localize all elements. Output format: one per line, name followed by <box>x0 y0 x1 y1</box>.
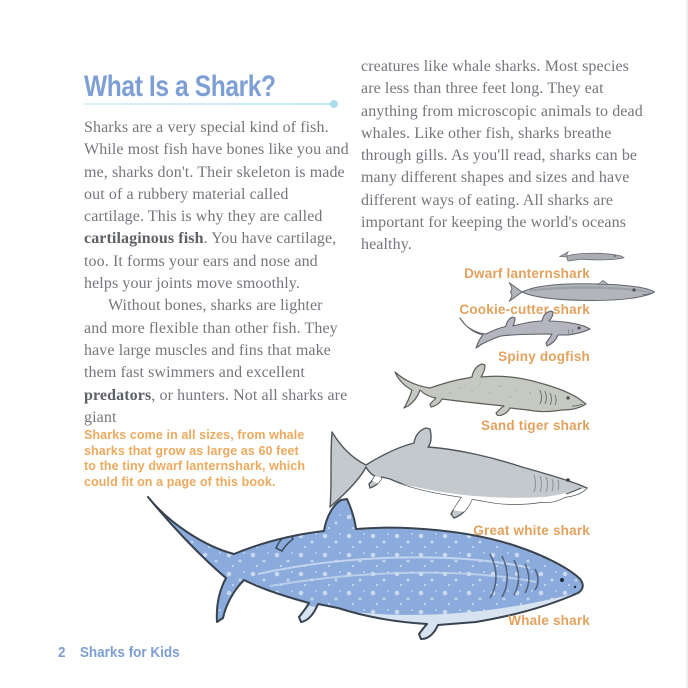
great-white-shark-label: Great white shark <box>473 523 590 538</box>
sand-tiger-shark-label: Sand tiger shark <box>481 418 590 433</box>
book-title: Sharks for Kids <box>79 644 180 661</box>
left-text-column <box>84 117 350 429</box>
dwarf-lanternshark-illustration <box>558 250 628 263</box>
paragraph-2-text: Without bones, sharks are lighter and more flexible than other fish. They have large muscles and fins that make them fast swimmers and excellent <box>84 297 338 382</box>
title-divider-line <box>84 103 330 105</box>
bold-term-cartilaginous-fish: cartilaginous fish <box>84 230 204 248</box>
paragraph-2 <box>84 295 350 429</box>
page-title-text: What Is a Shark? <box>84 70 276 104</box>
right-text-column <box>361 56 647 257</box>
bold-term-predators: predators <box>84 386 152 404</box>
dwarf-lanternshark-svg <box>558 250 628 263</box>
dwarf-lanternshark-label: Dwarf lanternshark <box>464 266 590 281</box>
sand-tiger-shark-svg <box>390 360 592 416</box>
spiny-dogfish-svg <box>456 310 593 351</box>
paragraph-2-text-end: , or hunters. Not all sharks are giant <box>84 386 348 426</box>
paragraph-3: creatures like whale sharks. Most species are less than three feet long. They eat anything from microscopic animals to dead whales. Like other fish, sharks breathe through gills. As you'll read, sharks can be many different shapes and sizes and have different ways of eating. All sharks are important for keeping the world's oceans healthy. <box>361 58 643 254</box>
paragraph-1 <box>84 117 350 295</box>
spiny-dogfish-illustration <box>456 310 593 351</box>
paragraph-1-text: Sharks are a very special kind of fish. While most fish have bones like you and me, sharks don't. Their skeleton is made out of a rubbery material called cartilage. This is why they are called <box>84 119 349 226</box>
page-number: 2 <box>58 644 66 661</box>
cookie-cutter-shark-label: Cookie-cutter shark <box>459 302 590 317</box>
spiny-dogfish-label: Spiny dogfish <box>498 349 590 364</box>
figure-caption: Sharks come in all sizes, from whale sharks that grow as large as 60 feet to the tiny dwarf lanternshark, which could fit on a page of this book. <box>84 428 306 489</box>
sand-tiger-shark-illustration <box>390 360 592 416</box>
divider-dot-icon <box>330 100 338 108</box>
page-title <box>84 70 318 104</box>
paragraph-1-text-end: . You have cartilage, too. It forms your ears and nose and helps your joints move smoothly. <box>84 230 337 293</box>
whale-shark-label: Whale shark <box>508 613 590 628</box>
page-footer <box>58 644 180 661</box>
